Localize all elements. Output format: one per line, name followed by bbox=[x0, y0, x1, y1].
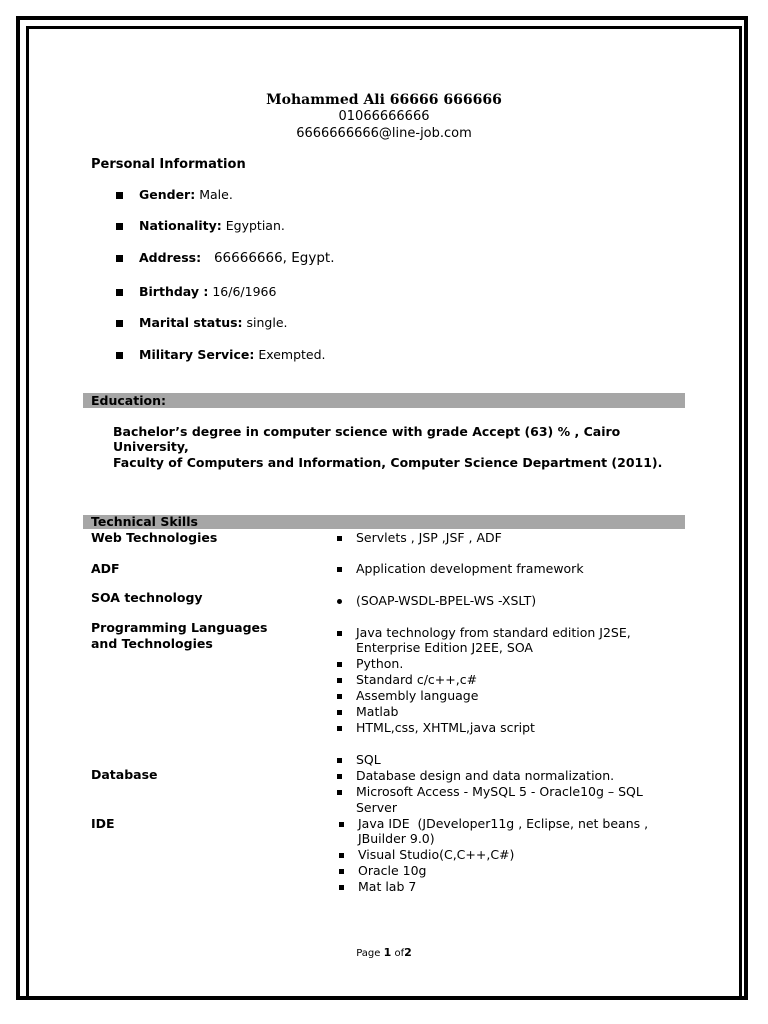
bullet-icon bbox=[337, 774, 342, 779]
skill-item-text: Assembly language bbox=[356, 688, 479, 703]
skill-item-text: (SOAP-WSDL-BPEL-WS -XSLT) bbox=[356, 593, 537, 608]
skill-item-text: Standard c/c++,c# bbox=[356, 672, 478, 687]
birthday-value: 16/6/1966 bbox=[208, 284, 277, 299]
skill-item bbox=[337, 704, 398, 720]
skill-item-text: Mat lab 7 bbox=[358, 879, 417, 894]
bullet-icon bbox=[116, 255, 123, 262]
marital-value: single. bbox=[242, 315, 288, 330]
skill-item bbox=[337, 672, 477, 688]
gender-label: Gender: bbox=[139, 187, 196, 202]
skill-item bbox=[339, 847, 514, 863]
footer-total-pages: 2 bbox=[404, 946, 412, 959]
personal-item-nationality bbox=[118, 218, 285, 233]
birthday-label: Birthday : bbox=[139, 284, 209, 299]
skill-item bbox=[337, 784, 643, 800]
bullet-icon bbox=[339, 822, 344, 827]
email-address: 6666666666@line-job.com bbox=[296, 126, 472, 141]
footer-of-word: of bbox=[394, 948, 405, 959]
footer-page-word: Page bbox=[356, 948, 381, 959]
technical-skills-header-bar: Technical Skills bbox=[83, 515, 685, 529]
bullet-icon bbox=[337, 567, 342, 572]
bullet-icon bbox=[337, 662, 342, 667]
bullet-icon bbox=[337, 758, 342, 763]
bullet-icon bbox=[116, 192, 123, 199]
address-label: Address: bbox=[139, 250, 202, 265]
nationality-label: Nationality: bbox=[139, 218, 222, 233]
skill-label-database: Database bbox=[91, 767, 158, 782]
skill-item-text: JBuilder 9.0) bbox=[358, 831, 435, 846]
skill-item-continuation bbox=[337, 640, 533, 656]
skill-label-web: Web Technologies bbox=[91, 530, 218, 545]
bullet-icon bbox=[337, 726, 342, 731]
skill-item-text: Microsoft Access - MySQL 5 - Oracle10g – SQL bbox=[356, 784, 643, 799]
skill-item-text: HTML,css, XHTML,java script bbox=[356, 720, 535, 735]
skill-item-text: Servlets , JSP ,JSF , ADF bbox=[356, 530, 502, 545]
skill-item-text: Database design and data normalization. bbox=[356, 768, 615, 783]
address-value: 66666666, Egypt. bbox=[201, 250, 335, 266]
marital-label: Marital status: bbox=[139, 315, 243, 330]
skill-item bbox=[337, 625, 631, 641]
skill-item bbox=[337, 593, 536, 609]
bullet-icon bbox=[337, 678, 342, 683]
bullet-icon bbox=[116, 352, 123, 359]
military-label: Military Service: bbox=[139, 347, 255, 362]
skill-label-soa: SOA technology bbox=[91, 590, 203, 605]
skill-item bbox=[337, 752, 381, 768]
bullet-icon bbox=[337, 599, 342, 604]
skill-item-text: SQL bbox=[356, 752, 381, 767]
skill-item-text: Oracle 10g bbox=[358, 863, 427, 878]
skill-item-text: Application development framework bbox=[356, 561, 584, 576]
skill-label-programming-line1: Programming Languages bbox=[91, 620, 268, 635]
skill-item bbox=[337, 688, 478, 704]
bullet-icon bbox=[337, 694, 342, 699]
bullet-icon bbox=[337, 536, 342, 541]
skill-item-text: Visual Studio(C,C++,C#) bbox=[358, 847, 515, 862]
military-value: Exempted. bbox=[254, 347, 326, 362]
candidate-name: Mohammed Ali 66666 666666 bbox=[266, 92, 502, 108]
bullet-icon bbox=[337, 631, 342, 636]
education-degree: Bachelor’s degree in computer science with grade Accept (63) % , Cairo University, bbox=[113, 424, 621, 454]
skill-item-continuation bbox=[337, 800, 397, 816]
education-header-bar: Education: bbox=[83, 393, 685, 408]
skill-label-programming-line2: and Technologies bbox=[91, 636, 213, 651]
skill-item-text: Python. bbox=[356, 656, 404, 671]
bullet-icon bbox=[339, 853, 344, 858]
personal-item-military bbox=[118, 347, 326, 362]
bullet-icon bbox=[337, 790, 342, 795]
skill-item bbox=[339, 816, 648, 832]
personal-item-address bbox=[118, 250, 335, 266]
page-footer bbox=[0, 946, 768, 959]
nationality-value: Egyptian. bbox=[221, 218, 285, 233]
skill-item-text: Java technology from standard edition J2SE, bbox=[356, 625, 631, 640]
skill-item bbox=[337, 561, 584, 577]
skill-label-ide: IDE bbox=[91, 816, 115, 831]
footer-current-page: 1 bbox=[383, 946, 392, 959]
gender-value: Male. bbox=[195, 187, 233, 202]
skill-label-adf: ADF bbox=[91, 561, 120, 576]
skill-item-text: Enterprise Edition J2EE, SOA bbox=[356, 640, 533, 655]
skill-item-text: Server bbox=[356, 800, 397, 815]
education-faculty: Faculty of Computers and Information, Computer Science Department (2011). bbox=[113, 455, 663, 470]
bullet-icon bbox=[339, 885, 344, 890]
personal-item-gender bbox=[118, 187, 233, 202]
bullet-icon bbox=[116, 320, 123, 327]
skill-item bbox=[337, 656, 403, 672]
skill-item-text: Matlab bbox=[356, 704, 399, 719]
personal-item-birthday bbox=[118, 284, 276, 299]
bullet-icon bbox=[337, 710, 342, 715]
bullet-icon bbox=[116, 289, 123, 296]
skill-item bbox=[339, 879, 416, 895]
bullet-icon bbox=[116, 223, 123, 230]
skill-item-continuation bbox=[339, 831, 435, 847]
personal-item-marital bbox=[118, 315, 288, 330]
bullet-icon bbox=[339, 869, 344, 874]
skill-item bbox=[337, 720, 535, 736]
skill-item bbox=[337, 530, 502, 546]
phone-number: 01066666666 bbox=[338, 109, 430, 124]
skill-item-text: Java IDE (JDeveloper11g , Eclipse, net beans , bbox=[358, 816, 649, 831]
skill-item bbox=[339, 863, 427, 879]
personal-info-title: Personal Information bbox=[91, 157, 246, 172]
skill-item bbox=[337, 768, 614, 784]
